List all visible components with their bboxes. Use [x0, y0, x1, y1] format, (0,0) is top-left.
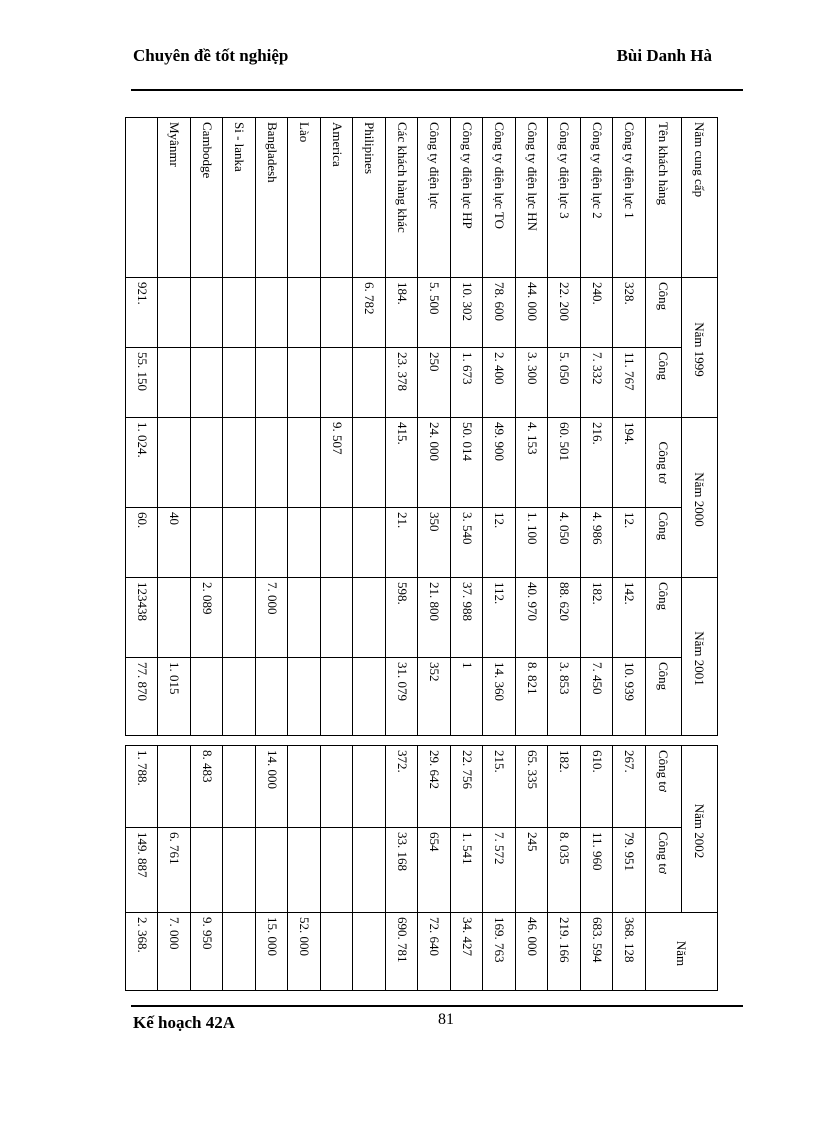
- table-cell: [353, 508, 386, 578]
- table-cell: [191, 418, 224, 508]
- table-cell: [223, 508, 256, 578]
- table-row: [548, 118, 581, 736]
- customer-name: Công ty điện lực 3: [548, 118, 581, 278]
- table-cell: [321, 348, 354, 418]
- table-row: [256, 118, 289, 736]
- table-cell: 22. 756: [451, 746, 484, 828]
- customer-name: Si - lanka: [223, 118, 256, 278]
- subheader: Công tơ: [646, 746, 682, 828]
- table-cell: 1. 100: [516, 508, 549, 578]
- table-cell: 23. 378: [386, 348, 419, 418]
- table-cell: 6. 761: [158, 828, 191, 913]
- table-cell: 7. 450: [581, 658, 614, 736]
- table-cell: 690. 781: [386, 913, 419, 991]
- customer-name: Cambodge: [191, 118, 224, 278]
- table-cell: [288, 658, 321, 736]
- customer-name: Công ty điện lực 2: [581, 118, 614, 278]
- customer-name: Các khách hàng khác: [386, 118, 419, 278]
- table-cell: 33. 168: [386, 828, 419, 913]
- header-title: Chuyên đề tốt nghiệp: [133, 46, 289, 65]
- table-cell: 1. 024.: [126, 418, 159, 508]
- table-cell: 77. 870: [126, 658, 159, 736]
- table-cell: 65. 335: [516, 746, 549, 828]
- subheader: Công: [646, 578, 682, 658]
- year-header-2002: Năm 2002: [682, 746, 718, 913]
- table-cell: 14. 000: [256, 746, 289, 828]
- table-cell: [191, 658, 224, 736]
- table-cell: [321, 578, 354, 658]
- table-cell: [223, 746, 256, 828]
- table-cell: 267.: [613, 746, 646, 828]
- table-cell: 2. 368.: [126, 913, 159, 991]
- table-1-box: [126, 117, 718, 735]
- subheader: Công tơ: [646, 828, 682, 913]
- table-cell: 368. 128: [613, 913, 646, 991]
- table-row: [158, 118, 191, 736]
- table-cell: [321, 828, 354, 913]
- table-cell: [158, 746, 191, 828]
- table-row: [288, 746, 321, 991]
- table-cell: 5. 050: [548, 348, 581, 418]
- table-cell: 78. 600: [483, 278, 516, 348]
- header-rule: [131, 89, 743, 91]
- table-row: [483, 118, 516, 736]
- table-cell: 250: [418, 348, 451, 418]
- table-cell: [321, 658, 354, 736]
- table-cell: [288, 508, 321, 578]
- table-cell: 415.: [386, 418, 419, 508]
- table-cell: 328.: [613, 278, 646, 348]
- table-row: [353, 746, 386, 991]
- table-cell: 44. 000: [516, 278, 549, 348]
- table-row: [613, 118, 646, 736]
- table-cell: 4. 153: [516, 418, 549, 508]
- table-cell: 112.: [483, 578, 516, 658]
- table-cell: [353, 578, 386, 658]
- table-cell: 1. 673: [451, 348, 484, 418]
- table-cell: 46. 000: [516, 913, 549, 991]
- table-cell: [321, 913, 354, 991]
- table-row: [581, 746, 614, 991]
- table-cell: 683. 594: [581, 913, 614, 991]
- table-cell: [353, 828, 386, 913]
- year-header-1999: Năm 1999: [682, 278, 718, 418]
- table-cell: 12.: [483, 508, 516, 578]
- table-cell: 123438: [126, 578, 159, 658]
- table-cell: 5. 500: [418, 278, 451, 348]
- table-cell: [288, 578, 321, 658]
- table-cell: 37. 988: [451, 578, 484, 658]
- header-author: Bùi Danh Hà: [616, 46, 712, 65]
- table-cell: 219. 166: [548, 913, 581, 991]
- table-cell: 8. 821: [516, 658, 549, 736]
- table-cell: 10. 939: [613, 658, 646, 736]
- table-row: [191, 746, 224, 991]
- table-row: [516, 746, 549, 991]
- footer-label: Kế hoạch 42A: [133, 1013, 235, 1032]
- table-cell: 1. 541: [451, 828, 484, 913]
- name-header: Tên khách hàng: [646, 118, 682, 278]
- table-cell: [353, 418, 386, 508]
- table-row: [223, 746, 256, 991]
- table-cell: 55. 150: [126, 348, 159, 418]
- table-cell: [288, 418, 321, 508]
- table-cell: [288, 348, 321, 418]
- table-cell: 2. 400: [483, 348, 516, 418]
- table-cell: [223, 348, 256, 418]
- table-cell: 21. 800: [418, 578, 451, 658]
- table-cell: [256, 508, 289, 578]
- table-cell: 88. 620: [548, 578, 581, 658]
- table-2: [125, 745, 718, 991]
- table-cell: [158, 418, 191, 508]
- table-cell: 9. 507: [321, 418, 354, 508]
- subheader: Công: [646, 278, 682, 348]
- table-cell: [191, 828, 224, 913]
- table-cell: 182.: [581, 578, 614, 658]
- table-cell: 60.: [126, 508, 159, 578]
- subheader: Công: [646, 348, 682, 418]
- table-cell: 1. 788.: [126, 746, 159, 828]
- table-cell: [288, 828, 321, 913]
- table-row: [548, 746, 581, 991]
- table-cell: 921.: [126, 278, 159, 348]
- table-cell: 7. 572: [483, 828, 516, 913]
- table-cell: [288, 278, 321, 348]
- table-cell: 598.: [386, 578, 419, 658]
- table-cell: 21.: [386, 508, 419, 578]
- customer-name: Philipines: [353, 118, 386, 278]
- table-cell: 14. 360: [483, 658, 516, 736]
- table-cell: 352: [418, 658, 451, 736]
- table-cell: 49. 900: [483, 418, 516, 508]
- table-cell: 2. 089: [191, 578, 224, 658]
- table-cell: 12.: [613, 508, 646, 578]
- table-cell: 7. 332: [581, 348, 614, 418]
- table-cell: 7. 000: [158, 913, 191, 991]
- customer-name: Công ty điện lực: [418, 118, 451, 278]
- table-cell: 40. 970: [516, 578, 549, 658]
- table-cell: [353, 348, 386, 418]
- table-2-box: [126, 745, 718, 990]
- table-row: [418, 746, 451, 991]
- table-cell: [223, 828, 256, 913]
- table-cell: 350: [418, 508, 451, 578]
- table-cell: 60. 501: [548, 418, 581, 508]
- table-cell: 654: [418, 828, 451, 913]
- customer-name: Bangladesh: [256, 118, 289, 278]
- table-cell: 3. 853: [548, 658, 581, 736]
- table-row: [418, 118, 451, 736]
- table-row: [613, 746, 646, 991]
- table-cell: [223, 913, 256, 991]
- table-1: [125, 117, 718, 736]
- table-row: [451, 746, 484, 991]
- table-cell: [353, 746, 386, 828]
- table-row: [516, 118, 549, 736]
- corner-header: Năm cung cấp: [682, 118, 718, 278]
- table-cell: 11. 960: [581, 828, 614, 913]
- table-cell: 8. 483: [191, 746, 224, 828]
- table-cell: [321, 278, 354, 348]
- table-cell: 52. 000: [288, 913, 321, 991]
- table-cell: [256, 418, 289, 508]
- table-cell: [191, 278, 224, 348]
- table-cell: [223, 418, 256, 508]
- table-cell: 3. 540: [451, 508, 484, 578]
- table-row: [191, 118, 224, 736]
- table-cell: [256, 828, 289, 913]
- table-cell: 142.: [613, 578, 646, 658]
- table-cell: 79. 951: [613, 828, 646, 913]
- table-cell: 34. 427: [451, 913, 484, 991]
- table-cell: [158, 348, 191, 418]
- table-cell: 4. 986: [581, 508, 614, 578]
- table-cell: 9. 950: [191, 913, 224, 991]
- year-header-2000: Năm 2000: [682, 418, 718, 578]
- table-cell: [158, 578, 191, 658]
- table-row: [386, 118, 419, 736]
- table-row: [353, 118, 386, 736]
- table-cell: [321, 746, 354, 828]
- table-cell: [256, 278, 289, 348]
- table-cell: 11. 767: [613, 348, 646, 418]
- table-cell: 245: [516, 828, 549, 913]
- table-cell: [223, 578, 256, 658]
- customer-name: Công ty điện lực HP: [451, 118, 484, 278]
- table-row: [126, 118, 159, 736]
- table-cell: 1. 015: [158, 658, 191, 736]
- customer-name: [126, 118, 159, 278]
- table-cell: [353, 913, 386, 991]
- subheader: Công tơ: [646, 418, 682, 508]
- table-cell: 1: [451, 658, 484, 736]
- table-cell: 6. 782: [353, 278, 386, 348]
- table-cell: [191, 348, 224, 418]
- table-cell: [223, 278, 256, 348]
- table-row: [321, 118, 354, 736]
- table-row: [288, 118, 321, 736]
- table-row: [483, 746, 516, 991]
- table-cell: [321, 508, 354, 578]
- table-cell: 3. 300: [516, 348, 549, 418]
- customer-name: Myânmr: [158, 118, 191, 278]
- table-cell: [256, 348, 289, 418]
- table-row: [158, 746, 191, 991]
- table-cell: 169. 763: [483, 913, 516, 991]
- table-cell: [256, 658, 289, 736]
- table-row: [223, 118, 256, 736]
- table-row: [126, 746, 159, 991]
- table-cell: 40: [158, 508, 191, 578]
- table-cell: [353, 658, 386, 736]
- table-cell: 184.: [386, 278, 419, 348]
- footer-rule: [131, 1005, 743, 1007]
- year-header-last: Năm: [646, 913, 718, 991]
- table-row: [256, 746, 289, 991]
- table-cell: [223, 658, 256, 736]
- customer-name: Công ty điện lực 1: [613, 118, 646, 278]
- table-cell: [158, 278, 191, 348]
- table-row: [581, 118, 614, 736]
- table-cell: 194.: [613, 418, 646, 508]
- table-cell: 29. 642: [418, 746, 451, 828]
- customer-name: America: [321, 118, 354, 278]
- table-cell: 240.: [581, 278, 614, 348]
- table-cell: 149. 887: [126, 828, 159, 913]
- table-cell: 610.: [581, 746, 614, 828]
- year-header-2001: Năm 2001: [682, 578, 718, 736]
- subheader: Công: [646, 658, 682, 736]
- table-cell: 50. 014: [451, 418, 484, 508]
- table-cell: 372.: [386, 746, 419, 828]
- table-cell: 182.: [548, 746, 581, 828]
- table-cell: 4. 050: [548, 508, 581, 578]
- table-cell: 8. 035: [548, 828, 581, 913]
- table-cell: 72. 640: [418, 913, 451, 991]
- customer-name: Công ty điện lực HN: [516, 118, 549, 278]
- customer-name: Công ty điện lực TO: [483, 118, 516, 278]
- table-cell: 215.: [483, 746, 516, 828]
- table-cell: 24. 000: [418, 418, 451, 508]
- table-cell: [288, 746, 321, 828]
- table-cell: 22. 200: [548, 278, 581, 348]
- table-cell: 15. 000: [256, 913, 289, 991]
- table-row: [386, 746, 419, 991]
- customer-name: Lào: [288, 118, 321, 278]
- table-cell: 31. 079: [386, 658, 419, 736]
- table-row: [451, 118, 484, 736]
- table-cell: [191, 508, 224, 578]
- subheader: Công: [646, 508, 682, 578]
- table-cell: 7. 000: [256, 578, 289, 658]
- table-cell: 216.: [581, 418, 614, 508]
- table-row: [321, 746, 354, 991]
- table-cell: 10. 302: [451, 278, 484, 348]
- page-number: 81: [438, 1011, 454, 1028]
